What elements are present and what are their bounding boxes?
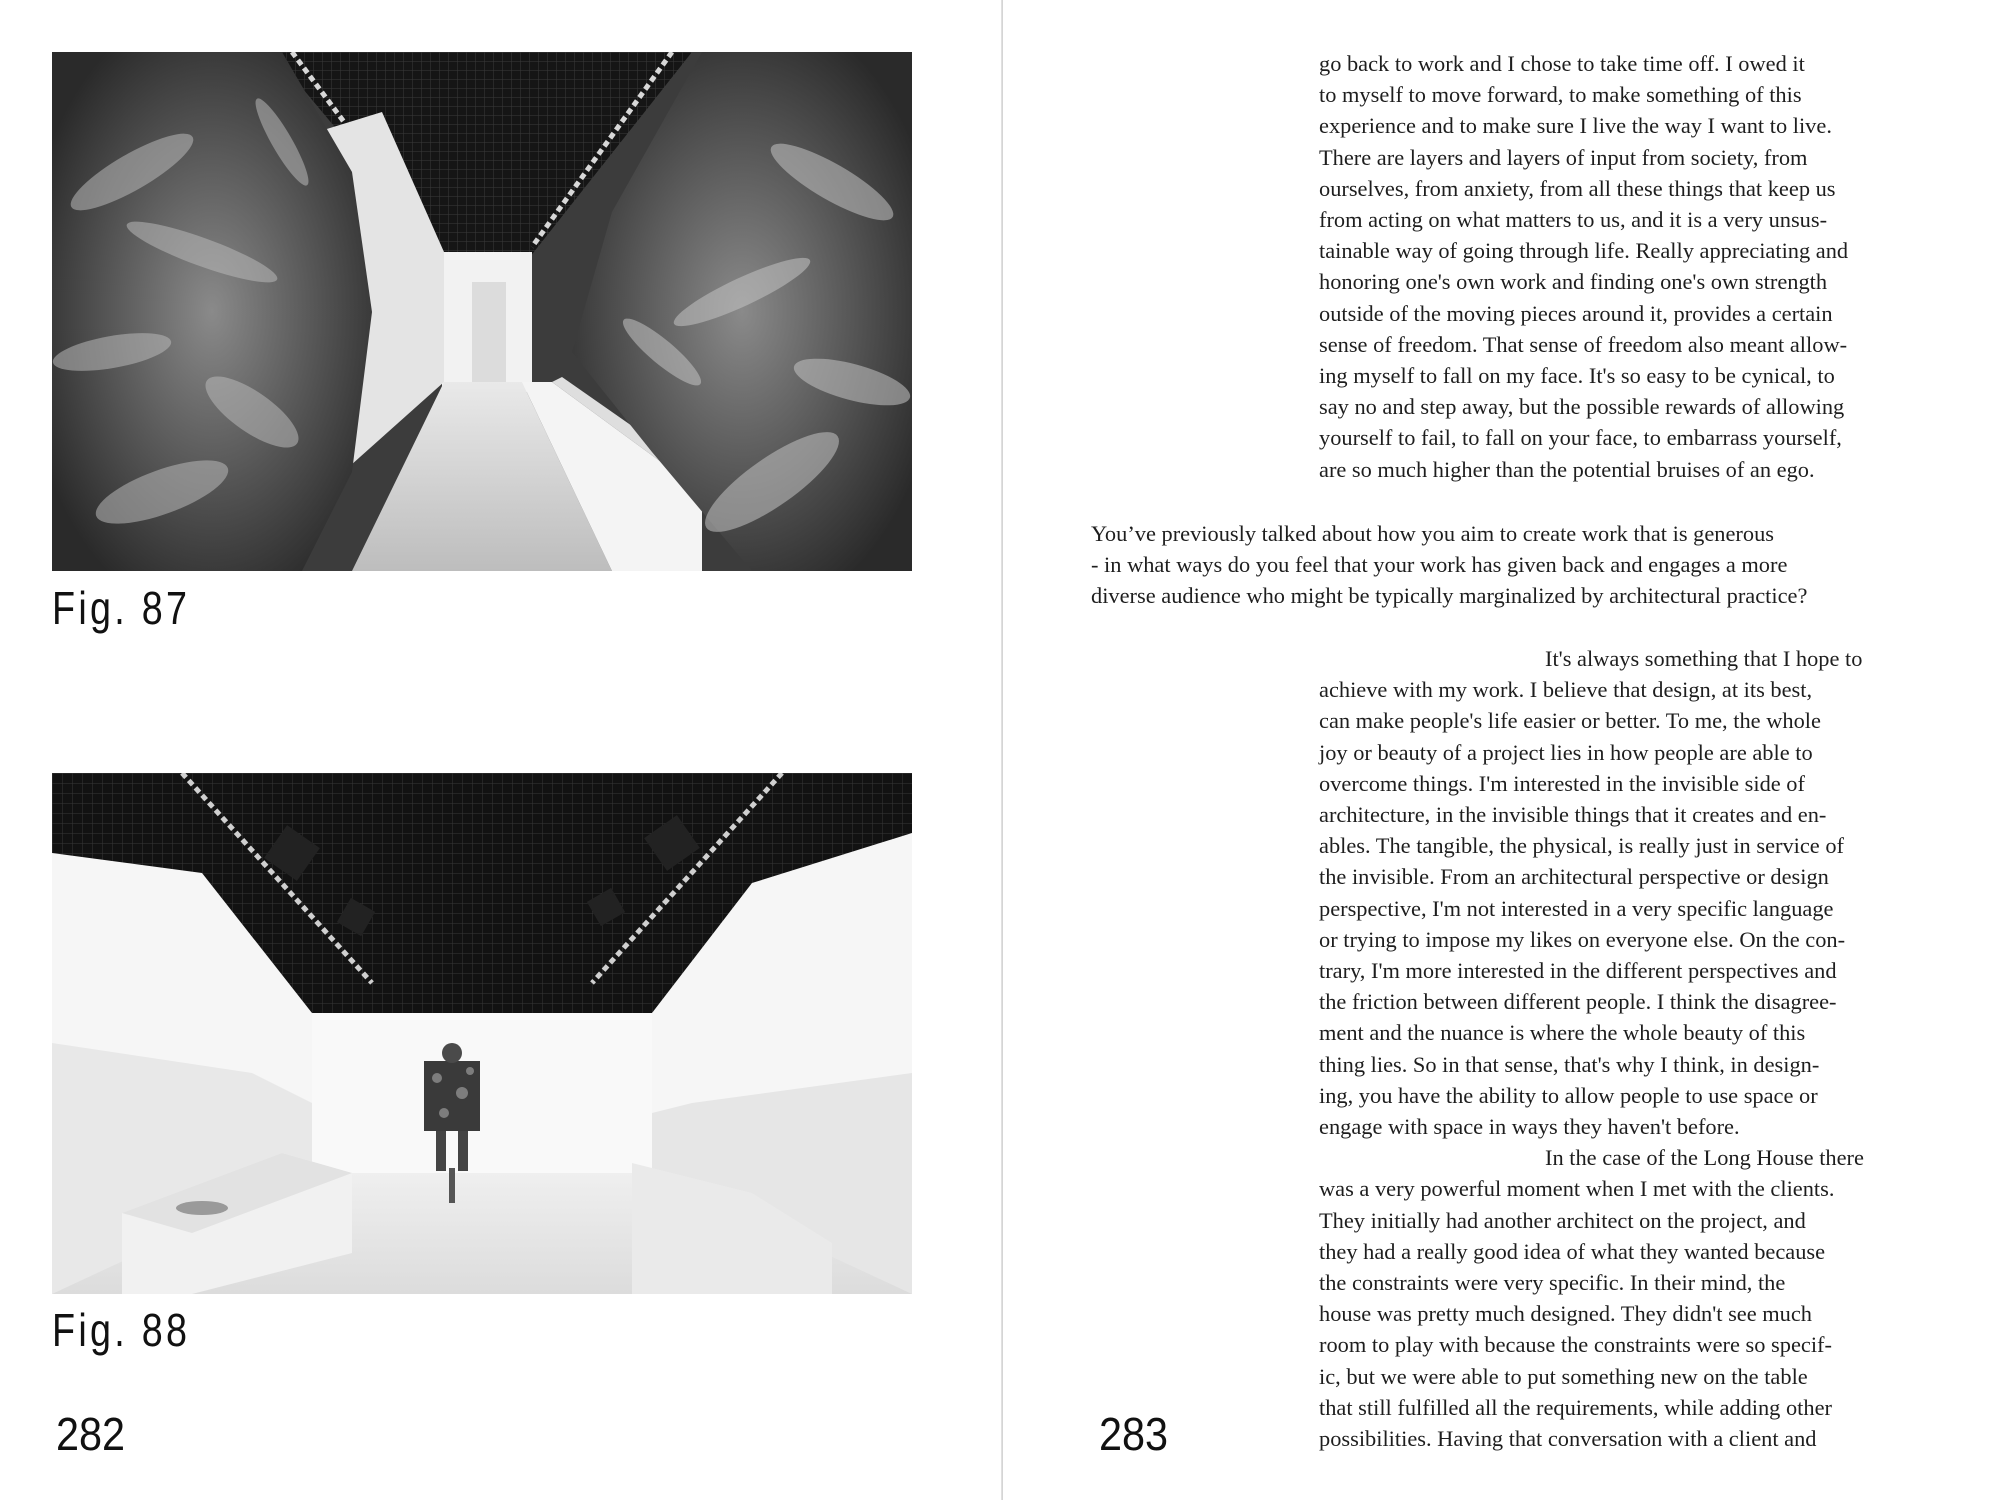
text-line: There are layers and layers of input from society, from bbox=[1319, 144, 1808, 170]
question-line: - in what ways do you feel that your work has given back and engages a more bbox=[1091, 552, 1788, 578]
question-line: You’ve previously talked about how you aim to create work that is generous bbox=[1091, 521, 1774, 546]
text-line: thing lies. So in that sense, that's why I think, in design- bbox=[1319, 1051, 1820, 1077]
figure-87-photo bbox=[52, 52, 912, 571]
text-line: ourselves, from anxiety, from all these things that keep us bbox=[1319, 175, 1836, 201]
text-line: say no and step away, but the possible rewards of allowing bbox=[1319, 394, 1845, 420]
text-line: was a very powerful moment when I met with the clients. bbox=[1319, 1176, 1835, 1202]
text-line: that still fulfilled all the requirements, while adding other bbox=[1319, 1394, 1832, 1420]
text-line: go back to work and I chose to take time off. I owed it bbox=[1319, 51, 1805, 76]
figure-87-caption: Fig. 87 bbox=[52, 582, 191, 634]
text-line: ables. The tangible, the physical, is really just in service of bbox=[1319, 833, 1844, 859]
text-line: engage with space in ways they haven't before. bbox=[1319, 1114, 1740, 1140]
text-line: or trying to impose my likes on everyone else. On the con- bbox=[1319, 926, 1846, 952]
text-line: achieve with my work. I believe that design, at its best, bbox=[1319, 677, 1813, 703]
interview-answer bbox=[1319, 643, 1952, 1454]
text-line: tainable way of going through life. Really appreciating and bbox=[1319, 238, 1849, 264]
text-line: yourself to fail, to fall on your face, to embarrass yourself, bbox=[1319, 425, 1842, 451]
text-line: joy or beauty of a project lies in how people are able to bbox=[1319, 739, 1813, 765]
text-line: honoring one's own work and finding one's own strength bbox=[1319, 269, 1828, 295]
text-line: possibilities. Having that conversation with a client and bbox=[1319, 1426, 1817, 1452]
text-line: room to play with because the constraints were so specif- bbox=[1319, 1332, 1832, 1358]
text-line: they had a really good idea of what they wanted because bbox=[1319, 1238, 1826, 1264]
figure-88-caption: Fig. 88 bbox=[52, 1304, 191, 1356]
text-line: can make people's life easier or better. To me, the whole bbox=[1319, 708, 1821, 734]
text-line: overcome things. I'm interested in the invisible side of bbox=[1319, 770, 1805, 796]
text-line: outside of the moving pieces around it, provides a certain bbox=[1319, 300, 1833, 326]
text-line: architecture, in the invisible things that it creates and en- bbox=[1319, 802, 1827, 828]
text-line: from acting on what matters to us, and it is a very unsus- bbox=[1319, 207, 1828, 233]
text-line: In the case of the Long House there bbox=[1545, 1145, 1864, 1171]
text-line: perspective, I'm not interested in a very specific language bbox=[1319, 895, 1834, 921]
text-line: to myself to move forward, to make something of this bbox=[1319, 82, 1802, 108]
text-line: ing, you have the ability to allow people to use space or bbox=[1319, 1082, 1818, 1108]
text-line: They initially had another architect on the project, and bbox=[1319, 1207, 1806, 1233]
right-page bbox=[1003, 0, 2000, 1500]
paragraph-continued bbox=[1319, 48, 1952, 485]
text-line: It's always something that I hope to bbox=[1545, 646, 1863, 671]
text-line: the invisible. From an architectural perspective or design bbox=[1319, 864, 1829, 890]
figure-88-photo bbox=[52, 773, 912, 1294]
text-line: house was pretty much designed. They didn't see much bbox=[1319, 1301, 1812, 1327]
text-line: the constraints were very specific. In their mind, the bbox=[1319, 1270, 1786, 1296]
text-line: ic, but we were able to put something new on the table bbox=[1319, 1363, 1808, 1389]
page-number: 283 bbox=[1099, 1408, 1169, 1460]
text-line: the friction between different people. I think the disagree- bbox=[1319, 989, 1837, 1015]
text-line: ing myself to fall on my face. It's so easy to be cynical, to bbox=[1319, 363, 1835, 389]
page-number: 282 bbox=[56, 1408, 126, 1460]
text-line: trary, I'm more interested in the different perspectives and bbox=[1319, 958, 1837, 984]
question-line: diverse audience who might be typically marginalized by architectural practice? bbox=[1091, 583, 1808, 609]
text-line: are so much higher than the potential bruises of an ego. bbox=[1319, 456, 1815, 482]
text-line: ment and the nuance is where the whole beauty of this bbox=[1319, 1020, 1806, 1046]
interview-question bbox=[1091, 518, 1961, 612]
text-line: experience and to make sure I live the way I want to live. bbox=[1319, 113, 1832, 139]
text-line: sense of freedom. That sense of freedom also meant allow- bbox=[1319, 331, 1848, 357]
